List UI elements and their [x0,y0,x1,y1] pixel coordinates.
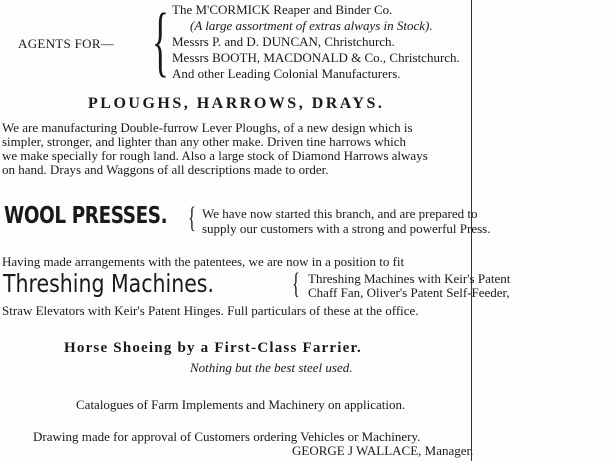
wool-brace: { [188,201,196,234]
ploughs-line: we make specially for rough land. Also a large stock of Diamond Harrows always [2,148,428,163]
ploughs-heading: PLOUGHS, HARROWS, DRAYS. [88,95,385,112]
horse-shoeing-sub: Nothing but the best steel used. [190,360,353,375]
agent-line: Messrs P. and D. DUNCAN, Christchurch. [172,34,395,49]
ploughs-line: We are manufacturing Double-furrow Lever Ploughs, of a new design which is [2,120,413,135]
agent-line: And other Leading Colonial Manufacturers. [172,66,401,81]
ploughs-line: on hand. Drays and Waggons of all descriptions made to order. [2,162,329,177]
threshing-heading: Threshing Machines. [3,269,215,298]
agents-label: AGENTS FOR— [18,36,115,51]
agent-line: Messrs BOOTH, MACDONALD & Co., Christchurch. [172,50,460,65]
signature: GEORGE J WALLACE, Manager. [292,443,474,458]
drawing-line: Drawing made for approval of Customers ordering Vehicles or Machinery. [33,429,421,444]
threshing-outro: Straw Elevators with Keir's Patent Hinges. Full particulars of these at the office. [2,303,419,318]
threshing-line: Chaff Fan, Oliver's Patent Self-Feeder, [308,285,510,300]
wool-line: supply our customers with a strong and powerful Press. [202,221,491,236]
agent-line: The M'CORMICK Reaper and Binder Co. [172,2,393,17]
wool-line: We have now started this branch, and are prepared to [202,206,478,221]
threshing-brace: { [292,267,300,300]
horse-shoeing-heading: Horse Shoeing by a First-Class Farrier. [64,340,362,356]
threshing-line: Threshing Machines with Keir's Patent [308,271,511,286]
agents-brace: { [152,0,169,84]
ploughs-line: simpler, stronger, and lighter than any other make. Driven tine harrows which [2,134,407,149]
wool-presses-heading: WOOL PRESSES. [4,203,168,229]
threshing-intro: Having made arrangements with the patentees, we are now in a position to fit [2,254,405,269]
catalogues-line: Catalogues of Farm Implements and Machinery on application. [76,397,406,412]
agent-line: (A large assortment of extras always in Stock). [190,18,433,33]
